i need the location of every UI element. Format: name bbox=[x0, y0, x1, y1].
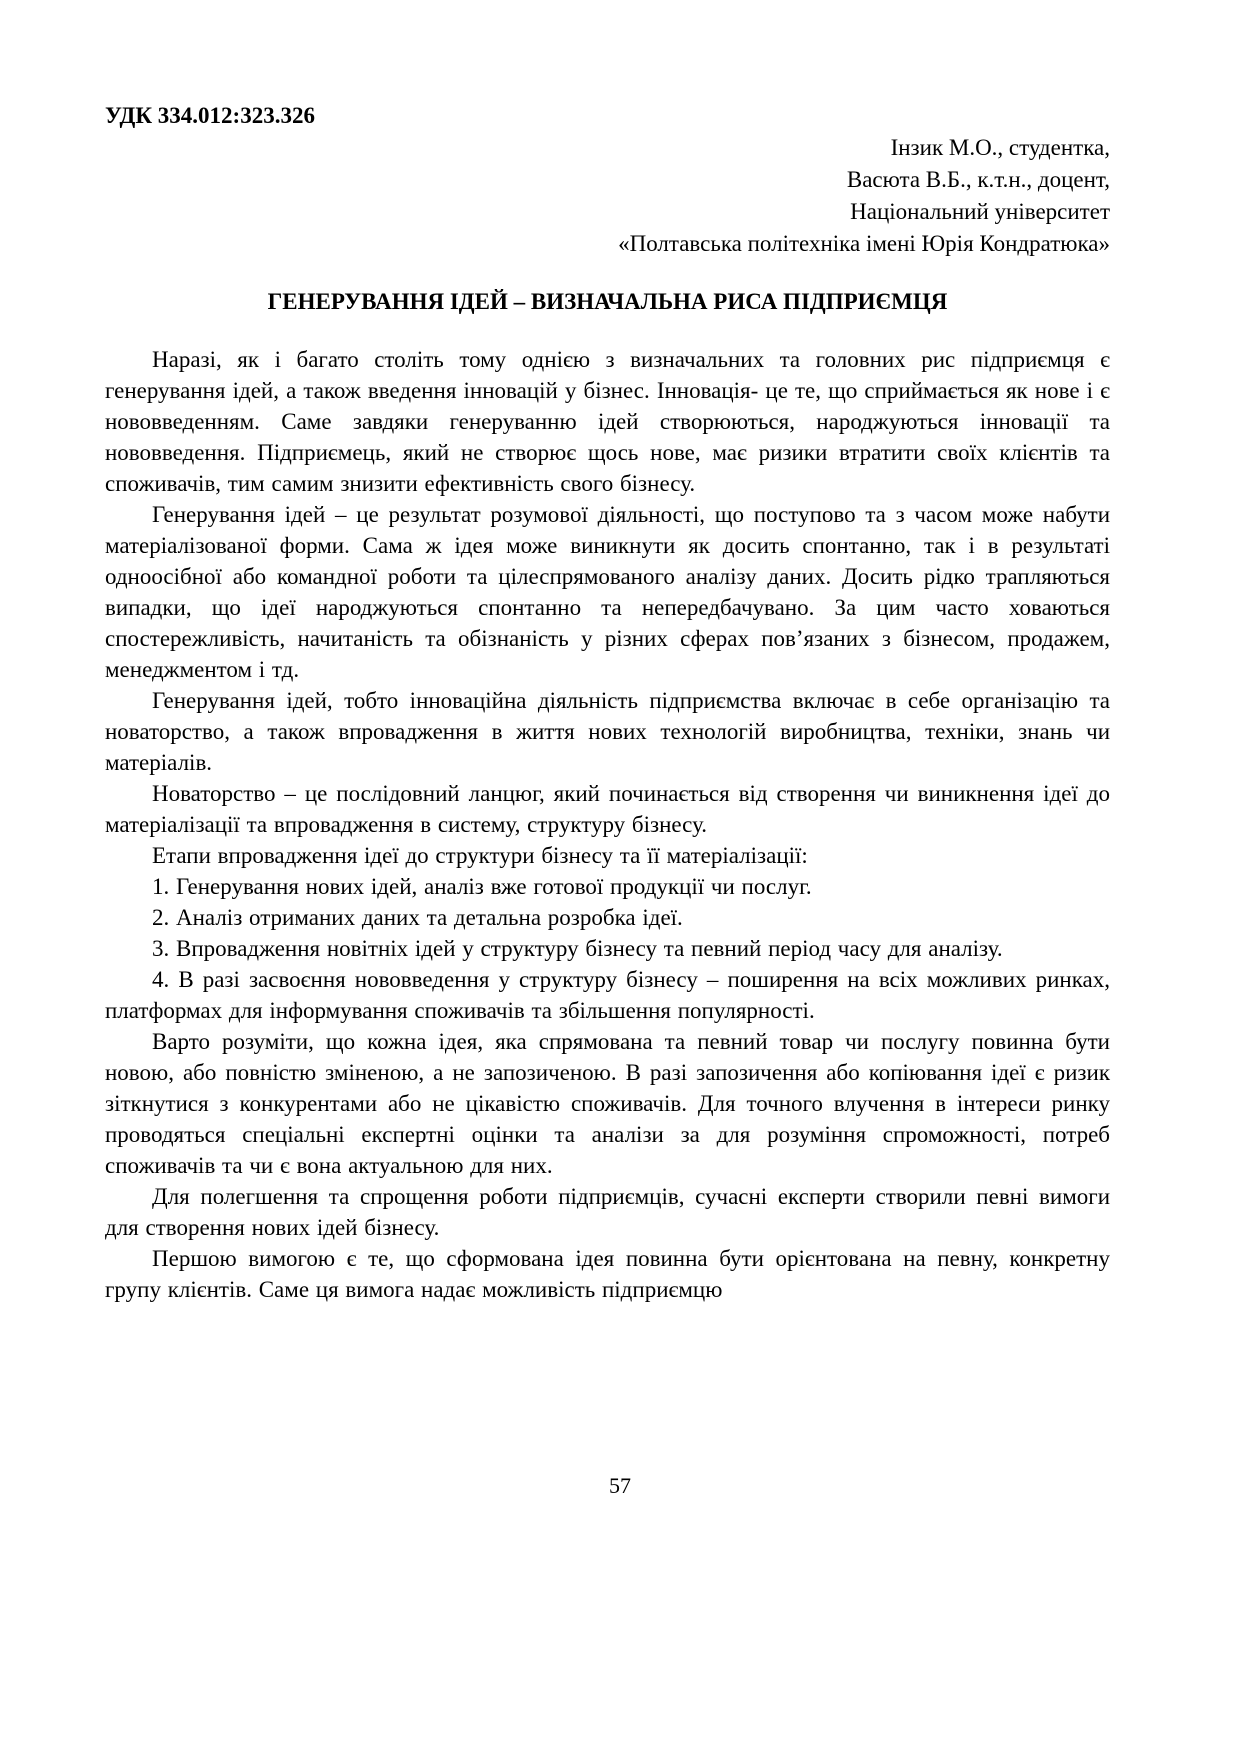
paragraph: Варто розуміти, що кожна ідея, яка спрямована та певний товар чи послугу повинна бути новою, або повністю зміненою, а не запозиченою. В разі запозичення або копіювання ідеї є ризик зіткнутися з конкурентами або не цікавістю споживачів. Для точного влучення в інтереси ринку проводяться спеціальні експертні оцінки та аналізи за для розуміння спроможності, потреб споживачів та чи є вона актуальною для них. bbox=[105, 1029, 1110, 1178]
author-line: Національний університет bbox=[850, 199, 1110, 224]
paragraph: Новаторство – це послідовний ланцюг, який починається від створення чи виникнення ідеї до матеріалізації та впровадження в систему, структуру бізнесу. bbox=[105, 781, 1110, 837]
paragraph: 3. Впровадження новітніх ідей у структуру бізнесу та певний період часу для аналізу. bbox=[152, 936, 1003, 961]
paragraph: Генерування ідей, тобто інноваційна діяльність підприємства включає в себе організацію та новаторство, а також впровадження в життя нових технологій виробництва, техніки, знань чи матеріалів. bbox=[105, 688, 1110, 775]
paragraph: Етапи впровадження ідеї до структури бізнесу та її матеріалізації: bbox=[152, 843, 808, 868]
udk-code: УДК 334.012:323.326 bbox=[105, 103, 315, 128]
author-block bbox=[105, 132, 1110, 260]
article-body bbox=[105, 344, 1110, 1305]
paragraph: Першою вимогою є те, що сформована ідея повинна бути орієнтована на певну, конкретну групу клієнтів. Саме ця вимога надає можливість підприємцю bbox=[105, 1246, 1110, 1302]
author-line: «Полтавська політехніка імені Юрія Кондратюка» bbox=[618, 231, 1110, 256]
page-number: 57 bbox=[609, 1473, 631, 1498]
paragraph: Генерування ідей – це результат розумової діяльності, що поступово та з часом може набути матеріалізованої форми. Сама ж ідея може виникнути як досить спонтанно, так і в результаті одноосібної або командної роботи та цілеспрямованого аналізу даних. Досить рідко трапляються випадки, що ідеї народжуються спонтанно та непередбачувано. За цим часто ховаються спостережливість, начитаність та обізнаність у різних сферах пов’язаних з бізнесом, продажем, менеджментом і тд. bbox=[105, 502, 1110, 682]
paragraph: 4. В разі засвоєння нововведення у структуру бізнесу – поширення на всіх можливих ринках, платформах для інформування споживачів та збільшення популярності. bbox=[105, 967, 1110, 1023]
paragraph: 1. Генерування нових ідей, аналіз вже готової продукції чи послуг. bbox=[152, 874, 812, 899]
paragraph: 2. Аналіз отриманих даних та детальна розробка ідеї. bbox=[152, 905, 683, 930]
paragraph: Наразі, як і багато століть тому однією з визначальних та головних рис підприємця є генерування ідей, а також введення інновацій у бізнес. Інновація- це те, що сприймається як нове і є нововведенням. Саме завдяки генеруванню ідей створюються, народжуються інновації та нововведення. Підприємець, який не створює щось нове, має ризики втратити своїх клієнтів та споживачів, тим самим знизити ефективність свого бізнесу. bbox=[105, 347, 1110, 496]
author-line: Васюта В.Б., к.т.н., доцент, bbox=[846, 167, 1110, 192]
paragraph: Для полегшення та спрощення роботи підприємців, сучасні експерти створили певні вимоги для створення нових ідей бізнесу. bbox=[105, 1184, 1110, 1240]
author-line: Інзик М.О., студентка, bbox=[890, 135, 1110, 160]
article-title: ГЕНЕРУВАННЯ ІДЕЙ – ВИЗНАЧАЛЬНА РИСА ПІДПРИЄМЦЯ bbox=[267, 289, 948, 314]
